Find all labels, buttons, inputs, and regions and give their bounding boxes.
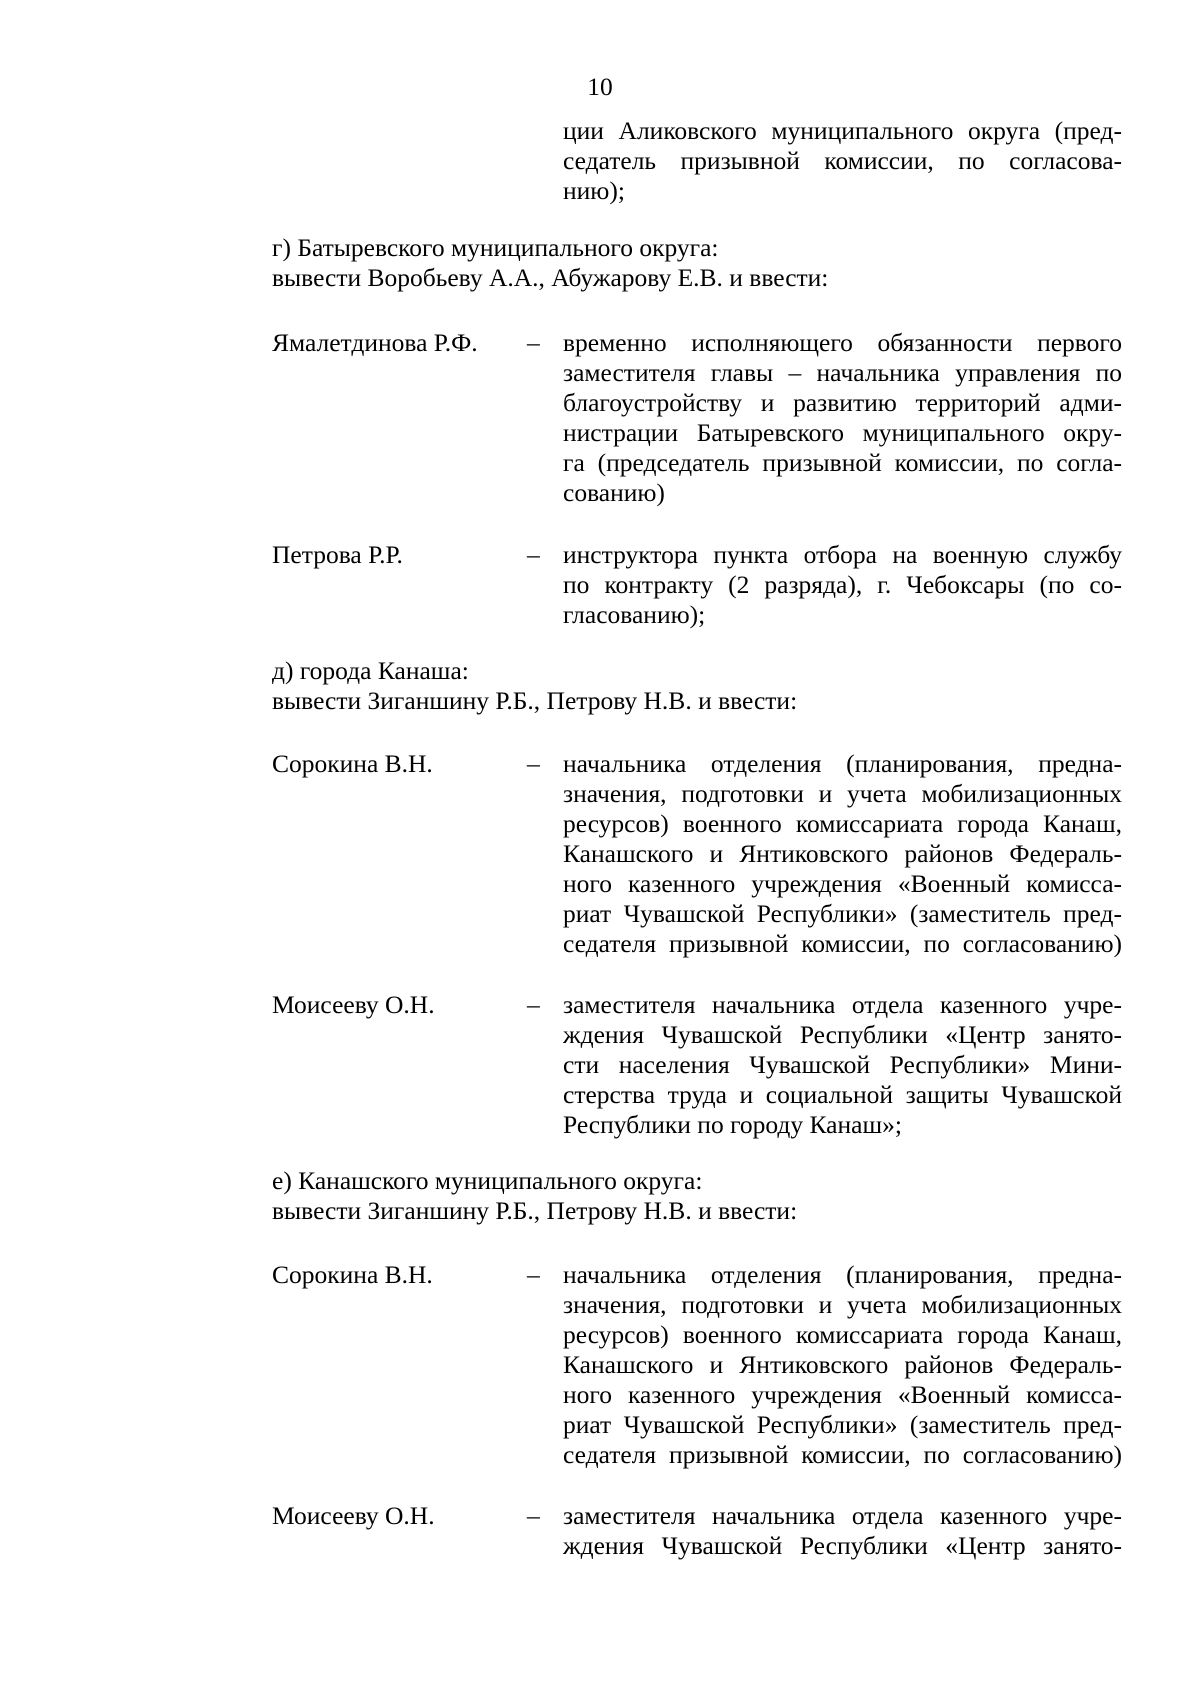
description-line: заместителя начальника отдела казенного учре-: [563, 1501, 1122, 1530]
continuation-text: [563, 116, 1122, 206]
description-line: значения, подготовки и учета мобилизационных: [563, 779, 1122, 808]
entry-description: [563, 1501, 1122, 1561]
description-line: начальника отделения (планирования, предна-: [563, 749, 1122, 778]
description-line: га (председатель призывной комиссии, по согла-: [563, 448, 1122, 477]
section-heading: д) города Канаша:: [272, 656, 469, 685]
description-line: инструктора пункта отбора на военную службу: [563, 540, 1122, 569]
entry-name: Сорокина В.Н.: [272, 1260, 433, 1289]
section-heading: г) Батыревского муниципального округа:: [272, 233, 719, 262]
description-line: начальника отделения (планирования, предна-: [563, 1260, 1122, 1289]
description-line: гласованию);: [563, 600, 706, 629]
continuation-line: седатель призывной комиссии, по согласова-: [563, 146, 1122, 175]
entry-name: Сорокина В.Н.: [272, 749, 433, 778]
section-heading: е) Канашского муниципального округа:: [272, 1166, 703, 1195]
description-line: ресурсов) военного комиссариата города Канаш,: [563, 1320, 1122, 1349]
section-instruction: вывести Зиганшину Р.Б., Петрову Н.В. и ввести:: [272, 686, 798, 715]
description-line: благоустройству и развитию территорий адми-: [563, 388, 1122, 417]
entry-description: [563, 990, 1122, 1140]
entry-name: Ямалетдинова Р.Ф.: [272, 328, 478, 357]
description-line: временно исполняющего обязанности первого: [563, 328, 1122, 357]
description-line: по контракту (2 разряда), г. Чебоксары (по со-: [563, 570, 1122, 599]
entry-name: Моисееву О.Н.: [272, 1501, 435, 1530]
description-line: сованию): [563, 478, 665, 507]
continuation-line: нию);: [563, 176, 625, 205]
entry-dash: –: [527, 749, 540, 778]
continuation-line: ции Аликовского муниципального округа (пред-: [563, 116, 1122, 145]
entry-name: Моисееву О.Н.: [272, 990, 435, 1019]
description-line: заместителя главы – начальника управления по: [563, 358, 1122, 387]
description-line: ного казенного учреждения «Военный комисса-: [563, 869, 1122, 898]
entry-description: [563, 540, 1122, 630]
entry-dash: –: [527, 1260, 540, 1289]
section-instruction: вывести Зиганшину Р.Б., Петрову Н.В. и ввести:: [272, 1196, 798, 1225]
description-line: ждения Чувашской Республики «Центр занято-: [563, 1020, 1122, 1049]
description-line: риат Чувашской Республики» (заместитель пред-: [563, 899, 1122, 928]
description-line: седателя призывной комиссии, по согласованию): [563, 1440, 1122, 1469]
description-line: сти населения Чувашской Республики» Мини-: [563, 1050, 1122, 1079]
page-number: 10: [587, 72, 613, 101]
description-line: нистрации Батыревского муниципального окру-: [563, 418, 1122, 447]
entry-description: [563, 1260, 1122, 1470]
description-line: ного казенного учреждения «Военный комисса-: [563, 1380, 1122, 1409]
section-heading-kanash-city: [272, 656, 1132, 716]
entry-description: [563, 749, 1122, 959]
description-line: Канашского и Янтиковского районов Федераль-: [563, 839, 1122, 868]
entry-dash: –: [527, 540, 540, 569]
description-line: седателя призывной комиссии, по согласованию): [563, 929, 1122, 958]
description-line: Республики по городу Канаш»;: [563, 1110, 902, 1139]
description-line: ждения Чувашской Республики «Центр занято-: [563, 1531, 1122, 1560]
section-instruction: вывести Воробьеву А.А., Абужарову Е.В. и ввести:: [272, 263, 829, 292]
description-line: Канашского и Янтиковского районов Федераль-: [563, 1350, 1122, 1379]
description-line: ресурсов) военного комиссариата города Канаш,: [563, 809, 1122, 838]
entry-dash: –: [527, 990, 540, 1019]
description-line: риат Чувашской Республики» (заместитель пред-: [563, 1410, 1122, 1439]
section-heading-kanash-district: [272, 1166, 1132, 1226]
entry-name: Петрова Р.Р.: [272, 540, 403, 569]
description-line: стерства труда и социальной защиты Чувашской: [563, 1080, 1122, 1109]
description-line: заместителя начальника отдела казенного учре-: [563, 990, 1122, 1019]
entry-dash: –: [527, 328, 540, 357]
description-line: значения, подготовки и учета мобилизационных: [563, 1290, 1122, 1319]
entry-dash: –: [527, 1501, 540, 1530]
entry-description: [563, 328, 1122, 508]
section-heading-batyrevsky: [272, 233, 1132, 293]
